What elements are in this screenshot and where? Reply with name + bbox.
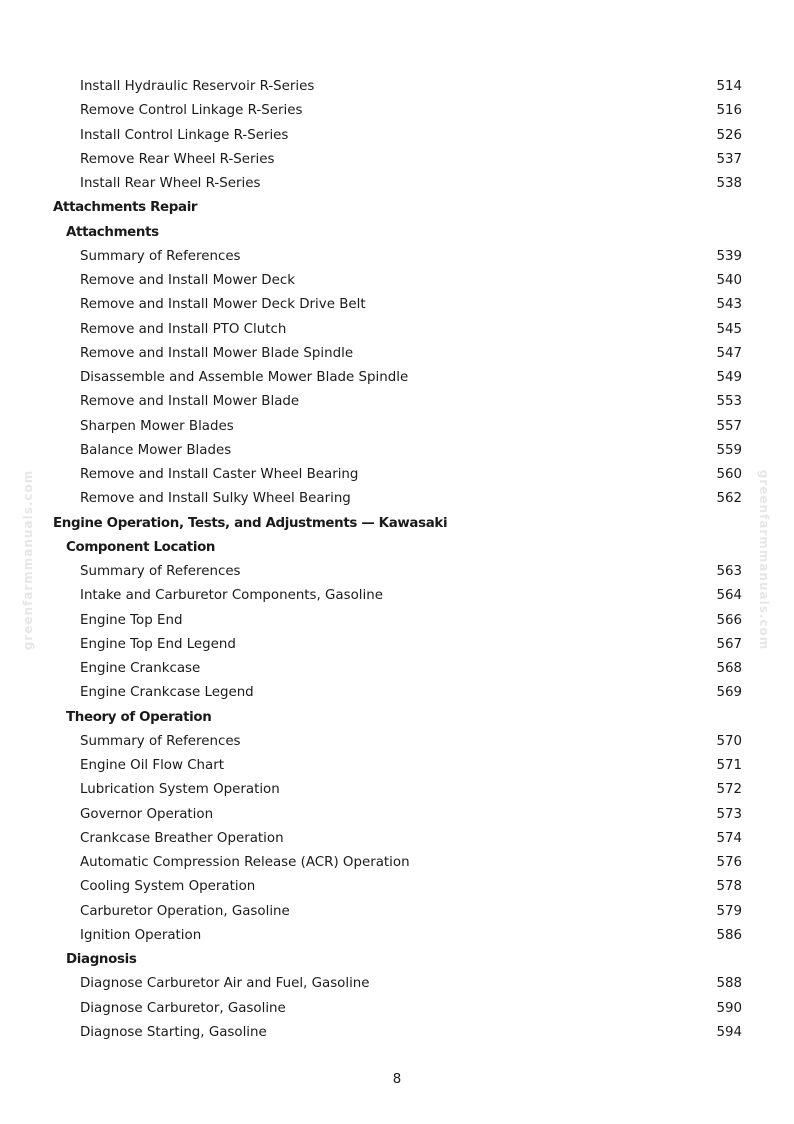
table-of-contents [0,75,794,1045]
toc-entry-title: Summary of References [80,248,241,264]
toc-entry-title: Diagnose Carburetor, Gasoline [80,1000,286,1016]
toc-entry-page-number: 537 [716,151,742,167]
toc-entry-page-number: 559 [716,442,742,458]
toc-entry[interactable] [0,778,794,802]
toc-entry[interactable] [0,972,794,996]
toc-entry-page-number: 540 [716,273,742,288]
toc-entry[interactable] [0,633,794,657]
toc-entry-title: Install Hydraulic Reservoir R-Series [80,79,315,94]
toc-entry-title: Crankcase Breather Operation [80,830,284,846]
toc-entry-title: Theory of Operation [66,709,212,725]
toc-entry-title: Diagnose Starting, Gasoline [80,1024,267,1040]
toc-entry-page-number: 590 [716,1000,742,1016]
toc-entry[interactable] [0,754,794,778]
toc-entry-title: Summary of References [80,733,241,749]
toc-entry-title: Engine Oil Flow Chart [80,758,225,773]
toc-entry[interactable] [0,827,794,851]
toc-entry-title: Engine Crankcase [80,661,201,676]
toc-entry[interactable] [0,851,794,875]
toc-entry-title: Remove and Install PTO Clutch [80,321,287,337]
toc-entry-title: Sharpen Mower Blades [80,418,234,434]
toc-entry-page-number: 547 [716,345,742,361]
toc-chapter [0,196,794,220]
toc-entry[interactable] [0,803,794,827]
toc-entry-title: Remove Control Linkage R-Series [80,103,303,119]
toc-entry[interactable] [0,415,794,439]
toc-entry-title: Engine Top End Legend [80,636,236,652]
toc-entry[interactable] [0,269,794,293]
toc-entry-title: Governor Operation [80,806,214,822]
toc-entry-page-number: 516 [716,103,742,119]
toc-entry-page-number: 560 [716,467,742,482]
toc-entry[interactable] [0,342,794,366]
toc-entry[interactable] [0,99,794,123]
toc-entry-title: Component Location [66,539,216,555]
toc-entry-title: Remove and Install Mower Deck Drive Belt [80,297,366,313]
toc-entry[interactable] [0,390,794,414]
toc-entry-page-number: 557 [716,418,742,434]
toc-entry-page-number: 571 [716,758,742,773]
toc-entry-page-number: 588 [716,976,742,992]
toc-entry-page-number: 553 [716,394,742,410]
watermark-right: greenfarmmanuals.com [757,469,771,651]
toc-entry-title: Carburetor Operation, Gasoline [80,903,290,919]
toc-entry[interactable] [0,463,794,487]
toc-entry-page-number: 549 [716,370,742,385]
toc-entry-page-number: 586 [716,927,742,943]
toc-entry-page-number: 567 [716,636,742,652]
toc-entry-title: Install Control Linkage R-Series [80,127,289,143]
toc-entry-page-number: 538 [716,176,742,191]
toc-entry-title: Diagnose Carburetor Air and Fuel, Gasoline [80,976,370,992]
toc-entry-title: Attachments Repair [53,200,198,216]
toc-entry-title: Remove and Install Mower Blade Spindle [80,345,354,361]
toc-entry[interactable] [0,609,794,633]
toc-section [0,706,794,730]
toc-entry[interactable] [0,318,794,342]
toc-entry[interactable] [0,172,794,196]
toc-entry-page-number: 526 [716,127,742,143]
toc-entry-title: Remove Rear Wheel R-Series [80,151,275,167]
toc-entry-page-number: 562 [716,491,742,507]
toc-entry-page-number: 569 [716,685,742,701]
toc-entry-page-number: 545 [716,321,742,337]
toc-entry-page-number: 543 [716,297,742,313]
toc-entry[interactable] [0,1021,794,1045]
toc-entry[interactable] [0,560,794,584]
toc-entry-title: Automatic Compression Release (ACR) Operation [80,855,410,870]
toc-entry-page-number: 572 [716,782,742,798]
toc-entry-title: Summary of References [80,564,241,579]
toc-entry-title: Diagnosis [66,952,137,967]
toc-entry[interactable] [0,148,794,172]
toc-entry-title: Remove and Install Sulky Wheel Bearing [80,491,351,507]
toc-entry-page-number: 563 [716,564,742,579]
toc-entry-title: Ignition Operation [80,927,202,943]
toc-entry-page-number: 573 [716,806,742,822]
toc-entry-title: Install Rear Wheel R-Series [80,176,261,191]
toc-section [0,948,794,972]
toc-entry-page-number: 514 [716,79,742,94]
toc-entry[interactable] [0,657,794,681]
toc-entry[interactable] [0,730,794,754]
toc-section [0,221,794,245]
toc-entry-page-number: 568 [716,661,742,676]
toc-entry[interactable] [0,293,794,317]
toc-entry[interactable] [0,75,794,99]
toc-entry[interactable] [0,681,794,705]
toc-entry-page-number: 564 [716,588,742,604]
toc-entry-page-number: 566 [716,612,742,628]
toc-entry[interactable] [0,900,794,924]
toc-entry-page-number: 579 [716,903,742,919]
toc-entry[interactable] [0,924,794,948]
watermark-left: greenfarmmanuals.com [21,469,35,651]
toc-entry-title: Balance Mower Blades [80,442,232,458]
toc-entry[interactable] [0,124,794,148]
toc-entry[interactable] [0,245,794,269]
toc-entry-title: Lubrication System Operation [80,782,280,798]
toc-entry[interactable] [0,366,794,390]
toc-entry-page-number: 570 [716,733,742,749]
toc-entry-title: Engine Crankcase Legend [80,685,254,701]
toc-entry-title: Remove and Install Mower Blade [80,394,300,410]
toc-entry-title: Engine Top End [80,612,183,628]
toc-entry-page-number: 594 [716,1024,742,1040]
toc-entry-page-number: 539 [716,248,742,264]
toc-entry-title: Remove and Install Caster Wheel Bearing [80,467,359,482]
toc-entry-page-number: 576 [716,855,742,870]
toc-entry-title: Cooling System Operation [80,879,256,895]
toc-entry[interactable] [0,875,794,899]
toc-entry-title: Attachments [66,224,159,240]
toc-entry[interactable] [0,584,794,608]
toc-entry-page-number: 574 [716,830,742,846]
toc-entry-title: Remove and Install Mower Deck [80,273,295,288]
toc-entry-title: Intake and Carburetor Components, Gasoline [80,588,383,604]
toc-chapter [0,512,794,536]
toc-entry-page-number: 578 [716,879,742,895]
toc-entry[interactable] [0,439,794,463]
toc-entry-title: Disassemble and Assemble Mower Blade Spindle [80,370,409,385]
toc-entry[interactable] [0,997,794,1021]
toc-section [0,536,794,560]
page-number: 8 [392,1072,402,1087]
toc-entry[interactable] [0,487,794,511]
toc-entry-title: Engine Operation, Tests, and Adjustments — Kawasaki [53,515,448,531]
